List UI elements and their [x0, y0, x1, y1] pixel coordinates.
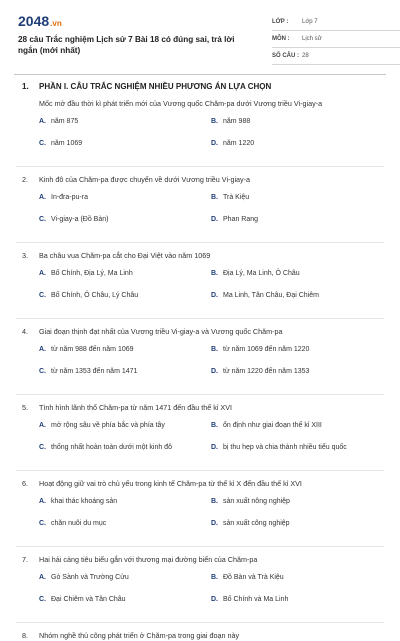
answer-options	[22, 345, 384, 389]
option-text: Trà Kiệu	[223, 194, 250, 201]
question-number: 2.	[22, 175, 28, 184]
option-text: Ma Linh, Tân Châu, Đại Chiêm	[223, 292, 319, 299]
question-number: 8.	[22, 631, 28, 640]
option-letter: B.	[211, 194, 218, 201]
answer-option[interactable]	[211, 291, 383, 313]
question-divider	[16, 242, 384, 243]
document-meta	[272, 14, 400, 65]
question-number: 7.	[22, 555, 28, 564]
meta-value: Lịch sử	[302, 36, 322, 42]
question-divider	[16, 318, 384, 319]
meta-label: LỚP :	[272, 19, 289, 25]
question-item	[22, 479, 384, 541]
answer-option[interactable]	[39, 269, 211, 291]
section-heading	[22, 82, 384, 91]
option-letter: A.	[39, 574, 46, 581]
section-title: PHẦN I. CÂU TRẮC NGHIỆM NHIỀU PHƯƠNG ÁN LỰA CHỌN	[39, 82, 272, 91]
meta-row-subject	[272, 31, 400, 48]
question-text: Giai đoạn thịnh đạt nhất của Vương triều Vi-giay-a và Vương quốc Chăm-pa	[39, 327, 283, 336]
answer-option[interactable]	[211, 573, 383, 595]
answer-options	[22, 497, 384, 541]
option-text: Vi-giay-a (Đồ Bàn)	[51, 216, 109, 223]
answer-option[interactable]	[39, 443, 211, 465]
option-letter: D.	[211, 216, 218, 223]
option-text: sản xuất nông nghiệp	[223, 498, 290, 505]
meta-label: SỐ CÂU :	[272, 53, 299, 59]
option-text: từ năm 1353 đến năm 1471	[51, 368, 138, 375]
option-text: Đồ Bàn và Trà Kiệu	[223, 574, 284, 581]
option-letter: B.	[211, 346, 218, 353]
option-letter: C.	[39, 292, 46, 299]
option-letter: B.	[211, 498, 218, 505]
question-divider	[16, 622, 384, 623]
option-letter: D.	[211, 596, 218, 603]
option-text: Bố Chính, Ô Châu, Lý Châu	[51, 292, 139, 299]
logo-suffix: .vn	[50, 19, 62, 28]
option-text: từ năm 988 đến năm 1069	[51, 346, 134, 353]
question-item	[22, 631, 384, 641]
question-divider	[16, 470, 384, 471]
option-letter: D.	[211, 140, 218, 147]
option-text: thống nhất hoàn toàn dưới một kinh đô	[51, 444, 172, 451]
option-letter: A.	[39, 422, 46, 429]
option-letter: B.	[211, 270, 218, 277]
option-letter: C.	[39, 520, 46, 527]
option-text: Địa Lý, Ma Linh, Ô Châu	[223, 270, 300, 277]
answer-option[interactable]	[211, 193, 383, 215]
header-divider	[14, 74, 386, 75]
option-text: mở rộng sâu về phía bắc và phía tây	[51, 422, 165, 429]
answer-option[interactable]	[211, 443, 383, 465]
question-text: Kinh đô của Chăm-pa được chuyển về dưới Vương triều Vi-giay-a	[39, 175, 251, 184]
answer-options	[22, 269, 384, 313]
question-stem	[22, 631, 384, 641]
question-item	[22, 251, 384, 313]
question-divider	[16, 394, 384, 395]
question-stem	[22, 403, 384, 413]
option-letter: C.	[39, 368, 46, 375]
option-text: từ năm 1069 đến năm 1220	[223, 346, 310, 353]
answer-option[interactable]	[211, 215, 383, 237]
option-letter: C.	[39, 216, 46, 223]
answer-option[interactable]	[39, 117, 211, 139]
question-number: 3.	[22, 251, 28, 260]
meta-row-count	[272, 48, 400, 65]
question-number: 1.	[22, 82, 29, 91]
meta-value: Lớp 7	[302, 19, 318, 25]
answer-option[interactable]	[39, 215, 211, 237]
option-text: năm 1220	[223, 140, 255, 147]
answer-option[interactable]	[39, 139, 211, 161]
question-item	[22, 403, 384, 465]
option-letter: A.	[39, 346, 46, 353]
question-text: Mốc mở đầu thời kì phát triển mới của Vương quốc Chăm-pa dưới Vương triều Vi-giay-a	[39, 99, 323, 108]
question-stem	[22, 479, 384, 489]
question-divider	[16, 166, 384, 167]
answer-option[interactable]	[211, 519, 383, 541]
answer-option[interactable]	[39, 367, 211, 389]
answer-options	[22, 117, 384, 161]
option-text: năm 1069	[51, 140, 83, 147]
option-letter: A.	[39, 194, 46, 201]
question-item	[22, 175, 384, 237]
question-number: 6.	[22, 479, 28, 488]
answer-option[interactable]	[39, 573, 211, 595]
question-list	[22, 80, 384, 641]
question-text: Nhóm nghề thủ công phát triển ở Chăm-pa trong giai đoạn này	[39, 631, 240, 640]
option-text: Bố Chính và Ma Linh	[223, 596, 289, 603]
question-item	[22, 555, 384, 617]
question-stem	[22, 175, 384, 185]
answer-option[interactable]	[211, 139, 383, 161]
answer-option[interactable]	[211, 367, 383, 389]
logo-text: 2048	[18, 13, 50, 29]
document-title: 28 câu Trắc nghiệm Lịch sử 7 Bài 18 có đúng sai, trả lời ngắn (mới nhất)	[18, 35, 235, 55]
option-text: năm 875	[51, 118, 79, 125]
answer-option[interactable]	[39, 421, 211, 443]
meta-value: 28	[302, 53, 309, 59]
answer-option[interactable]	[39, 595, 211, 617]
option-letter: D.	[211, 520, 218, 527]
question-divider	[16, 546, 384, 547]
question-text: Tình hình lãnh thổ Chăm-pa từ năm 1471 đến đầu thế kỉ XVI	[39, 403, 233, 412]
option-text: ổn định như giai đoạn thế kỉ XIII	[223, 422, 322, 429]
option-letter: B.	[211, 118, 218, 125]
answer-option[interactable]	[39, 497, 211, 519]
answer-option[interactable]	[39, 519, 211, 541]
option-text: Đại Chiêm và Tân Châu	[51, 596, 126, 603]
option-text: In-đra-pu-ra	[51, 194, 88, 201]
option-letter: D.	[211, 368, 218, 375]
option-letter: A.	[39, 498, 46, 505]
meta-label: MÔN :	[272, 36, 290, 42]
option-letter: C.	[39, 596, 46, 603]
option-text: Phan Rang	[223, 216, 259, 223]
option-text: chăn nuôi du mục	[51, 520, 107, 527]
option-letter: A.	[39, 118, 46, 125]
option-text: Gò Sành và Trường Cửu	[51, 574, 129, 581]
answer-option[interactable]	[39, 345, 211, 367]
answer-options	[22, 573, 384, 617]
answer-option[interactable]	[39, 193, 211, 215]
site-logo[interactable]	[18, 13, 62, 29]
question-stem	[22, 327, 384, 337]
answer-option[interactable]	[39, 291, 211, 313]
answer-option[interactable]	[211, 497, 383, 519]
option-text: từ năm 1220 đến năm 1353	[223, 368, 310, 375]
option-letter: D.	[211, 444, 218, 451]
option-letter: A.	[39, 270, 46, 277]
option-letter: C.	[39, 140, 46, 147]
answer-option[interactable]	[211, 117, 383, 139]
option-text: bị thu hẹp và chia thành nhiều tiểu quốc	[223, 444, 347, 451]
answer-options	[22, 421, 384, 465]
option-text: Bố Chính, Địa Lý, Ma Linh	[51, 270, 133, 277]
question-stem	[22, 251, 384, 261]
question-text: Hoạt động giữ vai trò chủ yếu trong kinh tế Chăm-pa từ thế kỉ X đến đầu thế kỉ XVI	[39, 479, 302, 488]
answer-option[interactable]	[211, 421, 383, 443]
option-text: năm 988	[223, 118, 251, 125]
question-text: Hai hải cảng tiêu biểu gắn với thương mại đường biển của Chăm-pa	[39, 555, 258, 564]
document-header	[18, 10, 386, 64]
option-letter: B.	[211, 574, 218, 581]
option-text: sản xuất công nghiệp	[223, 520, 290, 527]
option-letter: C.	[39, 444, 46, 451]
question-item	[22, 327, 384, 389]
meta-row-grade	[272, 14, 400, 31]
question-number: 5.	[22, 403, 28, 412]
option-letter: D.	[211, 292, 218, 299]
option-letter: B.	[211, 422, 218, 429]
question-text: Ba châu vua Chăm-pa cắt cho Đại Việt vào năm 1069	[39, 251, 211, 260]
answer-option[interactable]	[211, 269, 383, 291]
question-number: 4.	[22, 327, 28, 336]
option-text: khai thác khoáng sản	[51, 498, 118, 505]
answer-option[interactable]	[211, 345, 383, 367]
question-stem	[22, 555, 384, 565]
answer-option[interactable]	[211, 595, 383, 617]
answer-options	[22, 193, 384, 237]
